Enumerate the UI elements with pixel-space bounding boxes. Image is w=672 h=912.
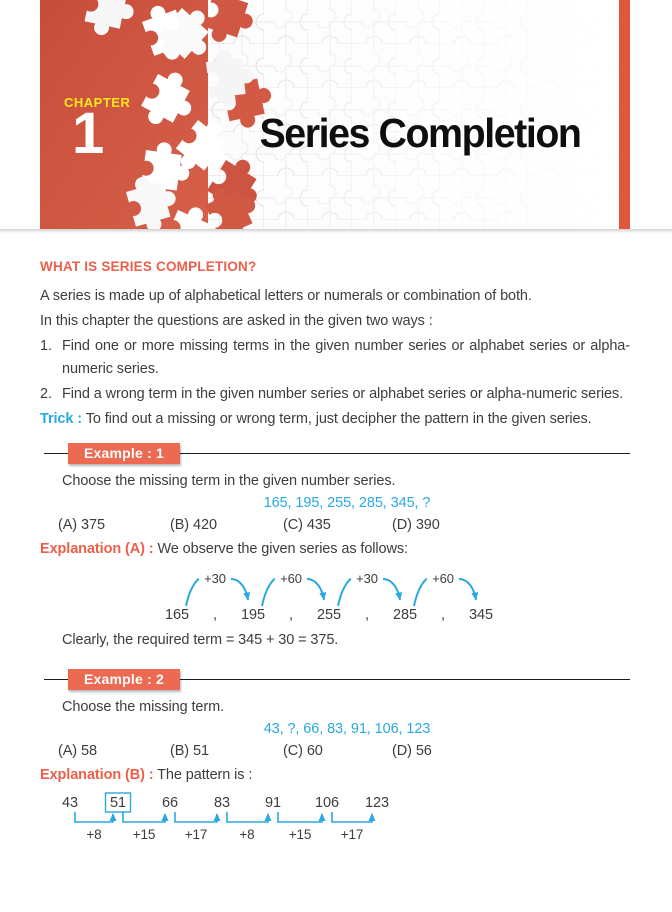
explanation-text: The pattern is : xyxy=(157,767,253,783)
delta-label: +17 xyxy=(340,827,364,842)
chapter-label: CHAPTER xyxy=(64,95,131,110)
trick-text: To find out a missing or wrong term, just decipher the pattern in the given series. xyxy=(85,411,592,427)
series-number: 195 xyxy=(241,607,265,623)
chapter-header xyxy=(0,0,672,233)
delta-label: +60 xyxy=(280,571,302,586)
explanation-label: Explanation (A) : xyxy=(40,541,154,557)
example2-prompt: Choose the missing term. xyxy=(62,699,224,715)
series-separator: , xyxy=(213,607,217,623)
example1-options xyxy=(0,514,672,536)
series-number: 83 xyxy=(214,795,230,811)
section-heading: WHAT IS SERIES COMPLETION? xyxy=(40,259,257,274)
example2-explanation xyxy=(40,764,672,786)
example2-series: 43, ?, 66, 83, 91, 106, 123 xyxy=(263,721,431,737)
series-number: 123 xyxy=(365,795,389,811)
example2-header xyxy=(0,669,672,691)
option-d: (D) 56 xyxy=(392,743,432,759)
series-number: 106 xyxy=(315,795,339,811)
explanation-text: We observe the given series as follows: xyxy=(157,541,408,557)
series-number: 255 xyxy=(317,607,341,623)
example1-series: 165, 195, 255, 285, 345, ? xyxy=(263,495,431,511)
series-number: 91 xyxy=(265,795,281,811)
option-c: (C) 60 xyxy=(283,743,323,759)
option-b: (B) 420 xyxy=(170,517,217,533)
trick-line xyxy=(40,408,672,431)
series-number: 285 xyxy=(393,607,417,623)
intro-paragraph-2: In this chapter the questions are asked in the given two ways : xyxy=(40,313,433,329)
list-item-1 xyxy=(40,335,672,381)
intro-paragraph-1: A series is made up of alphabetical letters or numerals or combination of both. xyxy=(40,288,532,304)
delta-label: +15 xyxy=(132,827,156,842)
delta-label: +8 xyxy=(86,827,102,842)
delta-label: +30 xyxy=(204,571,226,586)
delta-label: +15 xyxy=(288,827,312,842)
series-number: 345 xyxy=(469,607,493,623)
example1-badge: Example : 1 xyxy=(68,443,180,464)
option-a: (A) 375 xyxy=(58,517,105,533)
delta-label: +30 xyxy=(356,571,378,586)
example1-explanation xyxy=(40,538,672,560)
example1-header xyxy=(0,443,672,465)
option-c: (C) 435 xyxy=(283,517,331,533)
series-number: 165 xyxy=(165,607,189,623)
example1-conclusion: Clearly, the required term = 345 + 30 = 375. xyxy=(62,632,339,648)
delta-label: +17 xyxy=(184,827,208,842)
list-item-2 xyxy=(40,383,672,406)
series-separator: , xyxy=(365,607,369,623)
example2-options xyxy=(0,740,672,762)
list-text: Find a wrong term in the given number series or alphabet series or alpha-numeric series. xyxy=(62,386,623,402)
explanation-label: Explanation (B) : xyxy=(40,767,154,783)
series-number: 66 xyxy=(162,795,178,811)
example2-badge: Example : 2 xyxy=(68,669,180,690)
example2-series-diagram xyxy=(50,792,450,848)
example1-series-diagram xyxy=(132,562,572,626)
list-number: 1. xyxy=(40,338,52,354)
series-number-boxed: 51 xyxy=(110,795,126,811)
chapter-number: 1 xyxy=(72,101,105,166)
delta-label: +60 xyxy=(432,571,454,586)
trick-label: Trick : xyxy=(40,411,83,427)
list-text: Find one or more missing terms in the given number series or alphabet series or alpha-numeric series. xyxy=(62,338,630,377)
delta-label: +8 xyxy=(239,827,255,842)
example1-prompt: Choose the missing term in the given number series. xyxy=(62,473,396,489)
series-separator: , xyxy=(441,607,445,623)
option-d: (D) 390 xyxy=(392,517,440,533)
list-number: 2. xyxy=(40,386,52,402)
option-a: (A) 58 xyxy=(58,743,97,759)
series-separator: , xyxy=(289,607,293,623)
series-number: 43 xyxy=(62,795,78,811)
option-b: (B) 51 xyxy=(170,743,209,759)
page-title: Series Completion xyxy=(259,110,581,156)
